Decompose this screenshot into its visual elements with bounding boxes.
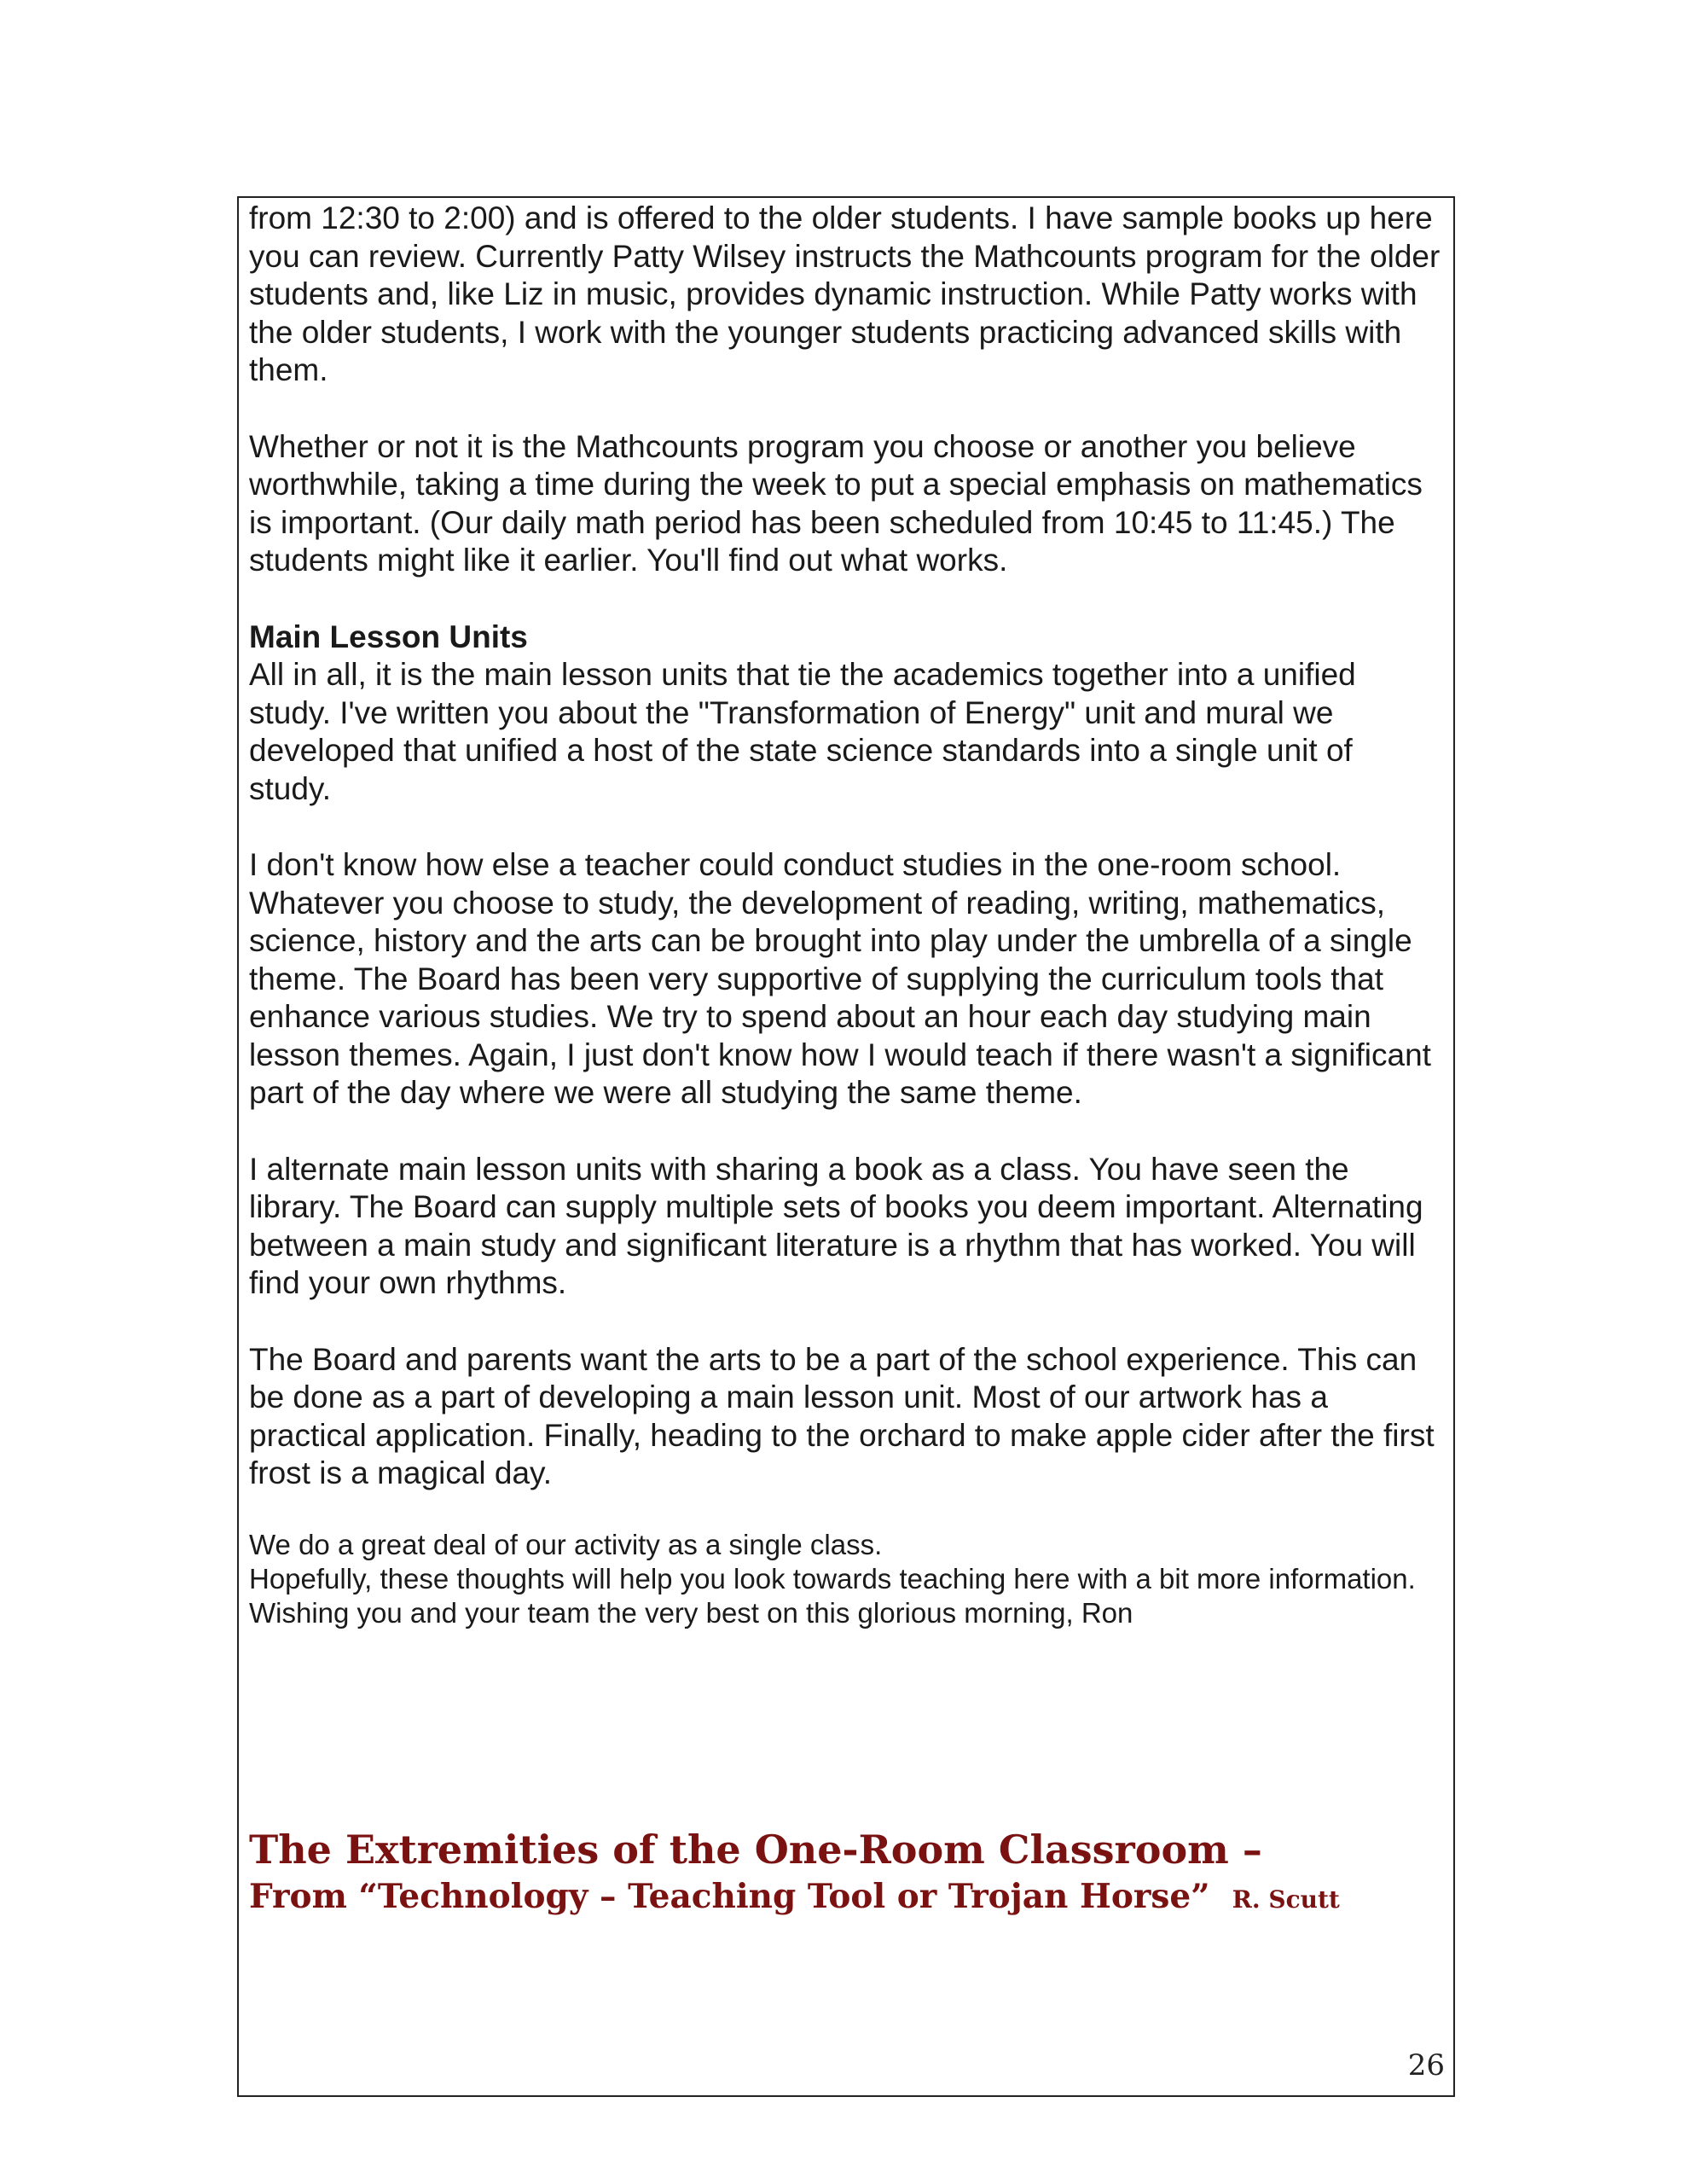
closing-line: Hopefully, these thoughts will help you look towards teaching here with a bit more information. (249, 1562, 1416, 1594)
document-body (249, 200, 1443, 1630)
closing-line: We do a great deal of our activity as a single class. (249, 1528, 883, 1560)
author-credit: R. Scutt (1232, 1885, 1340, 1914)
paragraph-math-emphasis: Whether or not it is the Mathcounts program you choose or another you believe worthwhile, taking a time during the week to put a special emphasis on mathematics is important. (Our daily math period has been scheduled from 10:45 to 11:45.) The students might like it earlier. You'll find out what works. (249, 428, 1423, 578)
section-subtitle: From “Technology – Teaching Tool or Trojan Horse” (249, 1877, 1210, 1916)
section-title-block (249, 1826, 1340, 1920)
paragraph-arts: The Board and parents want the arts to be a part of the school experience. This can be done as a part of developing a main lesson unit. Most of our artwork has a practical application. Finally, heading to the orchard to make apple cider after the first frost is a magical day. (249, 1341, 1435, 1490)
section-heading-main-lesson-units: Main Lesson Units (249, 619, 528, 654)
page-number: 26 (1407, 2048, 1445, 2082)
closing-block (249, 1528, 1443, 1630)
paragraph-alternate-units: I alternate main lesson units with sharing a book as a class. You have seen the library. The Board can supply multiple sets of books you deem important. Alternating between a main study and significant literature is a rhythm that has worked. You will find your own rhythms. (249, 1151, 1423, 1300)
paragraph-mathcounts-program: from 12:30 to 2:00) and is offered to the older students. I have sample books up here you can review. Currently Patty Wilsey instructs the Mathcounts program for the older students and, like Liz in music, provides dynamic instruction. While Patty works with the older students, I work with the younger students practicing advanced skills with them. (249, 200, 1441, 387)
closing-signature: Wishing you and your team the very best on this glorious morning, Ron (249, 1596, 1133, 1629)
section-title: The Extremities of the One-Room Classroom – (249, 1827, 1262, 1873)
paragraph-one-room-school: I don't know how else a teacher could conduct studies in the one-room school. Whatever you choose to study, the development of reading, writing, mathematics, science, history and the arts can be brought into play under the umbrella of a single theme. The Board has been very supportive of supplying the curriculum tools that enhance various studies. We try to spend about an hour each day studying main lesson themes. Again, I just don't know how I would teach if there wasn't a significant part of the day where we were all studying the same theme. (249, 847, 1431, 1110)
paragraph-main-lesson-units: All in all, it is the main lesson units that tie the academics together into a unified study. I've written you about the "Transformation of Energy" unit and mural we developed that unified a host of the state science standards into a single unit of study. (249, 657, 1356, 806)
